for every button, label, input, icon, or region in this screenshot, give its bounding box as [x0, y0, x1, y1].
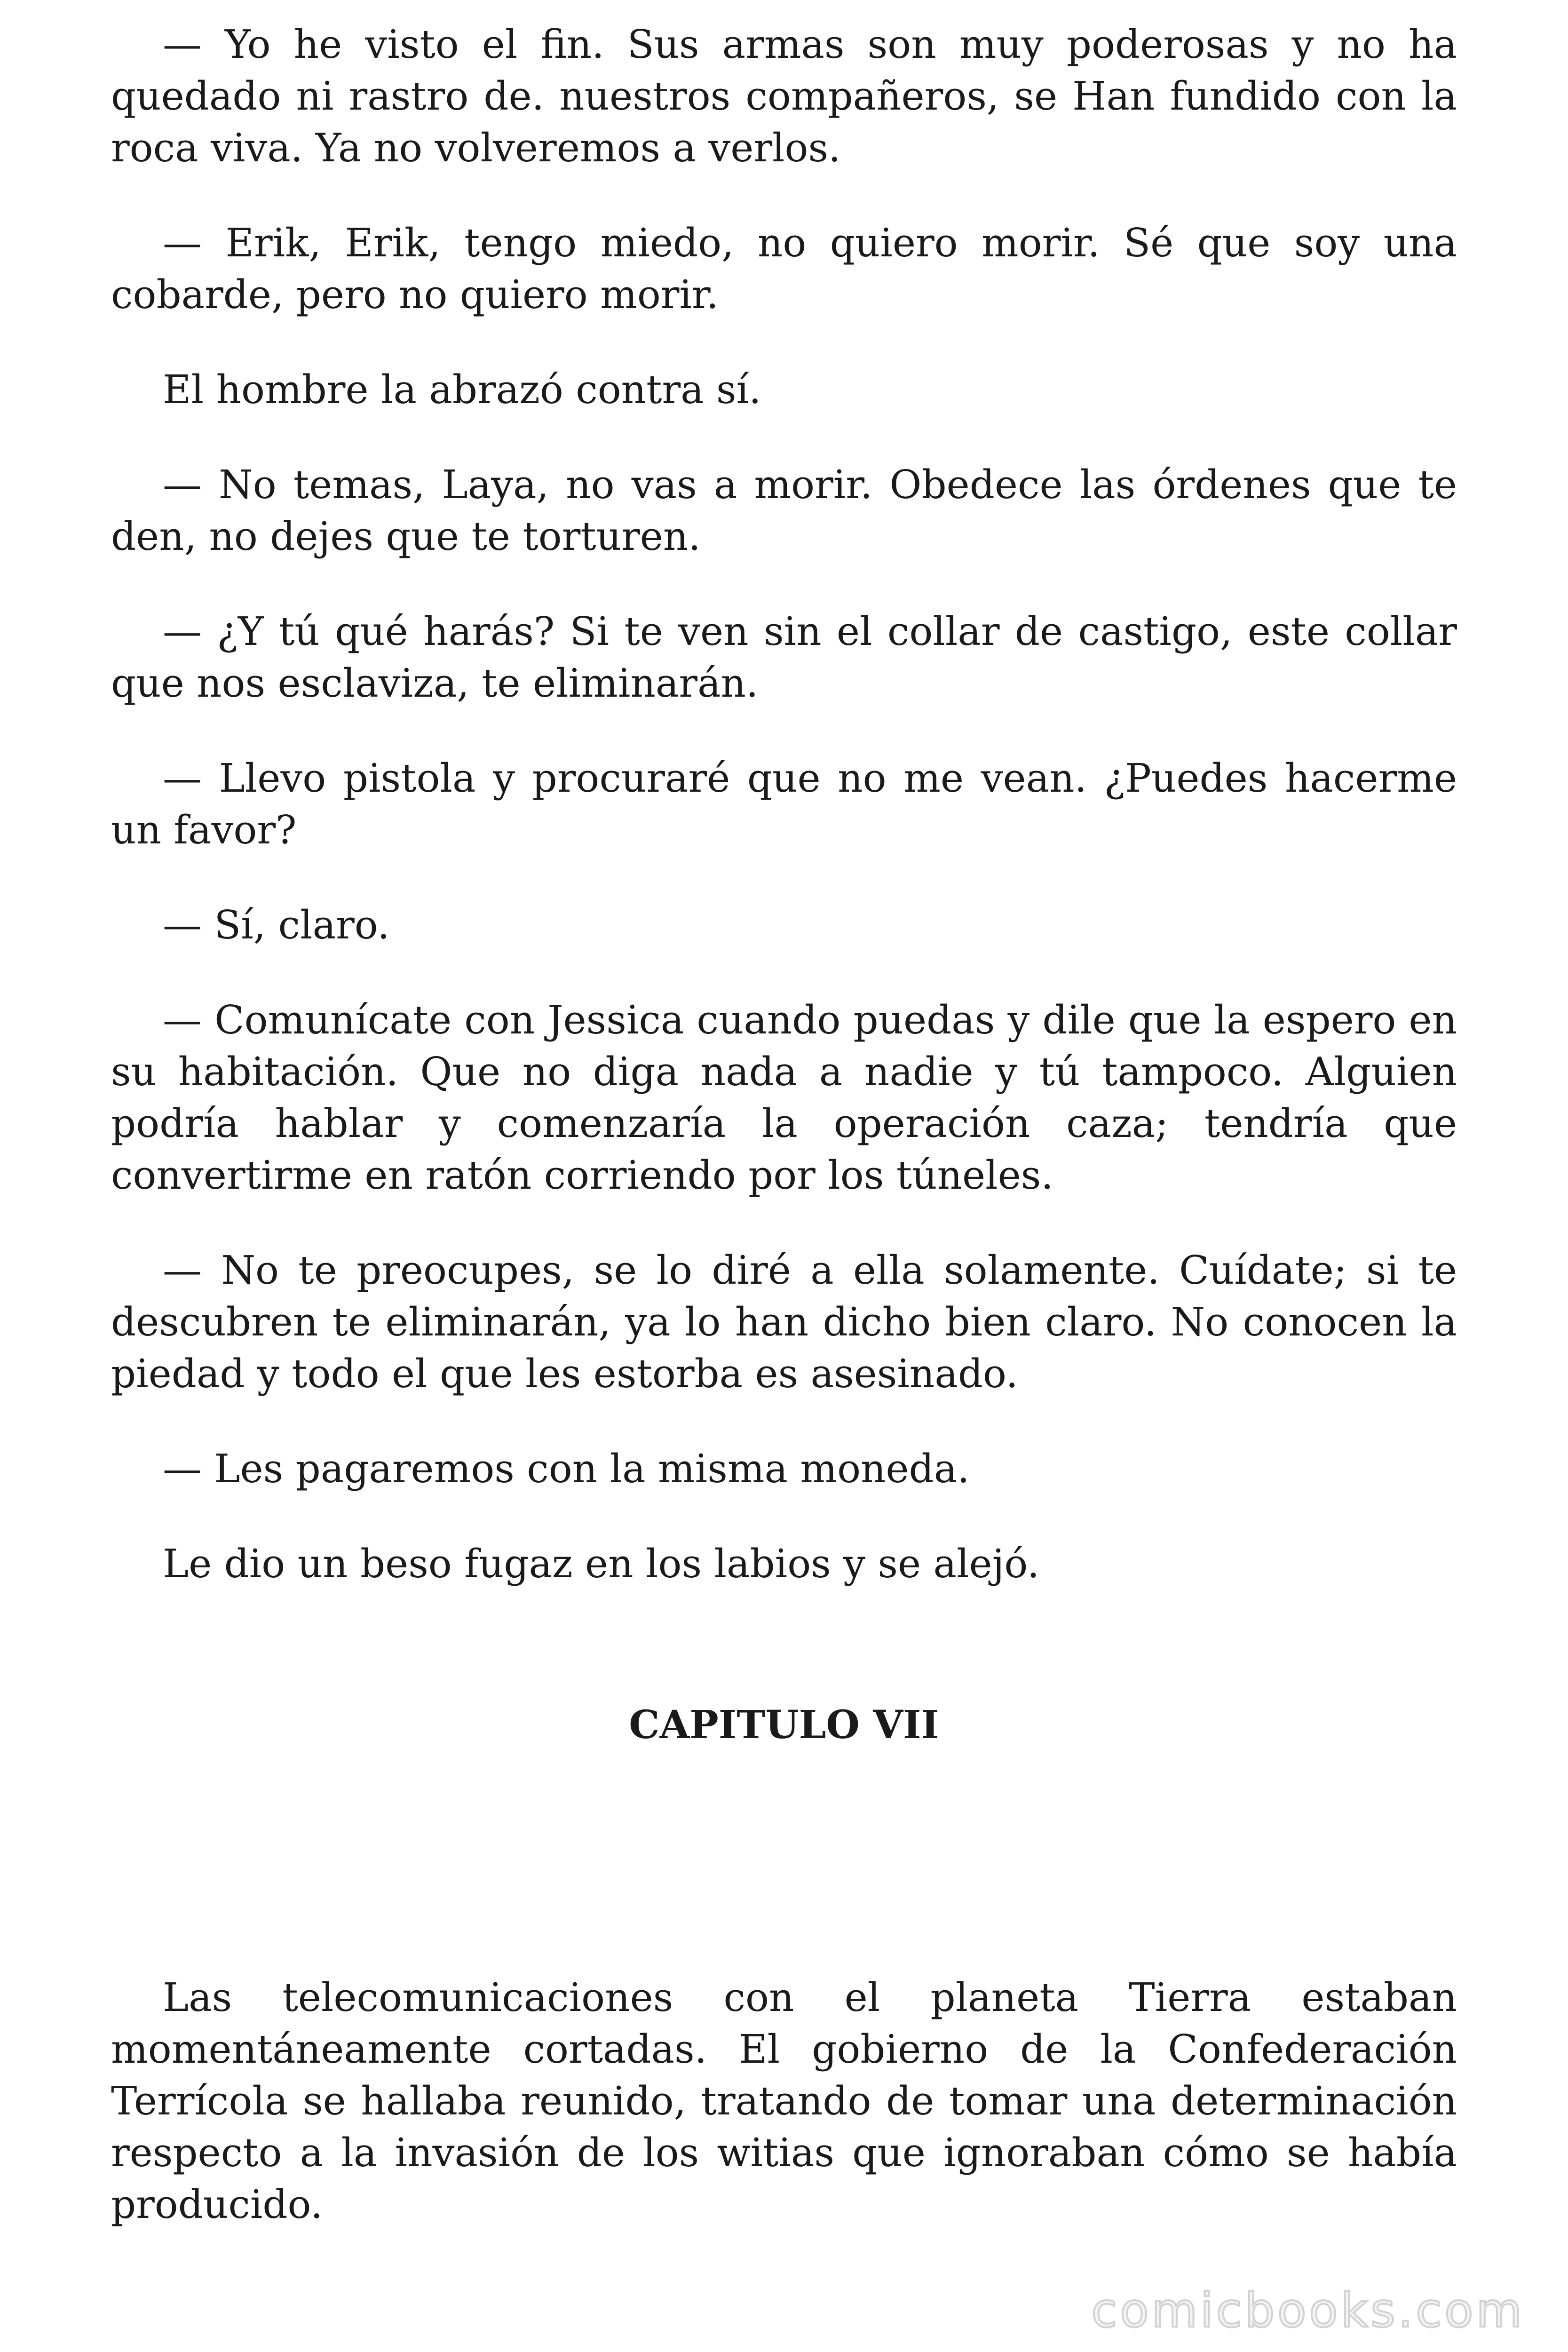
chapter-paragraph-1: Las telecomunicaciones con el planeta Tierra estaban momentáneamente cortadas. El gobierno de la Confederación Terrícola se hallaba reunido, tratando de tomar una determinación respecto a la invasión de los witias que ignoraban cómo se había producido.: [111, 1975, 1457, 2227]
paragraph-11: Le dio un beso fugaz en los labios y se alejó.: [163, 1541, 1040, 1587]
paragraph-5: — ¿Y tú qué harás? Si te ven sin el collar de castigo, este collar que nos esclaviza, te eliminarán.: [111, 609, 1457, 706]
paragraph-7: — Sí, claro.: [163, 902, 390, 948]
paragraph-2: — Erik, Erik, tengo miedo, no quiero morir. Sé que soy una cobarde, pero no quiero morir.: [111, 220, 1457, 318]
paragraph-9: — No te preocupes, se lo diré a ella solamente. Cuídate; si te descubren te eliminarán, ya lo han dicho bien claro. No conocen la piedad y todo el que les estorba es asesinado.: [111, 1248, 1457, 1397]
paragraph-3: El hombre la abrazó contra sí.: [163, 367, 761, 413]
paragraph-10: — Les pagaremos con la misma moneda.: [163, 1446, 970, 1492]
chapter-heading: CAPITULO VII: [629, 1702, 939, 1748]
paragraph-1: — Yo he visto el fin. Sus armas son muy poderosas y no ha quedado ni rastro de. nuestros compañeros, se Han fundido con la roca viva. Ya no volveremos a verlos.: [111, 22, 1457, 171]
paragraph-4: — No temas, Laya, no vas a morir. Obedece las órdenes que te den, no dejes que te torturen.: [111, 462, 1457, 559]
document-page: [111, 19, 1457, 2274]
watermark-logo: comicbooks.com: [1091, 2283, 1525, 2338]
paragraph-8: — Comunícate con Jessica cuando puedas y dile que la espero en su habitación. Que no diga nada a nadie y tú tampoco. Alguien podría hablar y comenzaría la operación caza; tendría que convertirme en ratón corriendo por los túneles.: [111, 997, 1457, 1198]
paragraph-6: — Llevo pistola y procuraré que no me vean. ¿Puedes hacerme un favor?: [111, 755, 1457, 853]
